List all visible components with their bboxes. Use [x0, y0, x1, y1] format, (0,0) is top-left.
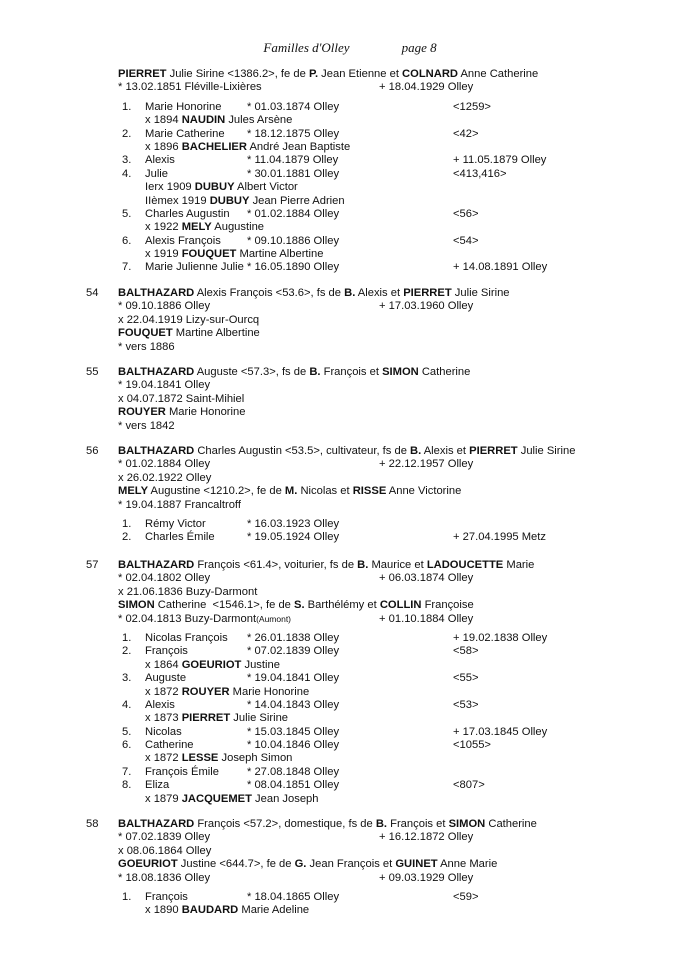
child-name: François Émile — [145, 765, 219, 778]
child-name: Catherine — [145, 739, 194, 752]
child-row — [0, 891, 700, 904]
child-name: Nicolas — [145, 725, 182, 738]
entry-number: 56 — [86, 445, 99, 457]
entry-detail-line — [0, 845, 700, 858]
child-reference: <413,416> — [453, 167, 507, 180]
child-marriage: x 1873 PIERRET Julie Sirine — [145, 712, 289, 725]
entry-detail-line — [0, 393, 700, 406]
children-list — [0, 632, 700, 806]
entry-detail: * vers 1886 — [118, 340, 175, 353]
entry-detail-line — [0, 300, 700, 313]
child-name: Eliza — [145, 779, 170, 792]
children-list — [0, 518, 700, 545]
child-row — [0, 672, 700, 685]
child-birth: * 07.02.1839 Olley — [247, 645, 340, 658]
child-index: 2. — [122, 531, 132, 544]
child-birth: * 27.08.1848 Olley — [247, 765, 340, 778]
child-row — [0, 101, 700, 114]
child-marriage: x 1896 BACHELIER André Jean Baptiste — [145, 140, 351, 153]
child-name: Nicolas François — [145, 631, 228, 644]
child-birth: * 11.04.1879 Olley — [247, 154, 339, 167]
child-birth: * 15.03.1845 Olley — [247, 725, 340, 738]
child-index: 4. — [122, 167, 132, 180]
child-reference: + 17.03.1845 Olley — [453, 725, 548, 738]
child-marriage: x 1864 GOEURIOT Justine — [145, 658, 280, 671]
child-row — [0, 699, 700, 712]
entry-head-line — [0, 287, 700, 300]
child-index: 5. — [122, 725, 132, 738]
child-name: Alexis — [145, 154, 175, 167]
child-marriage: x 1879 JACQUEMET Jean Joseph — [145, 792, 319, 805]
entry-detail-line — [0, 341, 700, 354]
entry-detail-line — [0, 858, 700, 871]
entry-detail: x 04.07.1872 Saint-Mihiel — [118, 392, 245, 405]
entry-death: + 09.03.1929 Olley — [379, 871, 474, 884]
spouse-line — [0, 68, 700, 81]
entry-detail-line — [0, 379, 700, 392]
child-name: Marie Julienne Julie * 16.05.1890 Olley — [145, 261, 340, 274]
children-list — [0, 891, 700, 918]
child-row — [0, 128, 700, 141]
spouse-birth: * 13.02.1851 Fléville-Lixières — [118, 81, 262, 94]
entry-detail-line — [0, 420, 700, 433]
child-reference: <42> — [453, 127, 479, 140]
child-birth: * 01.02.1884 Olley — [247, 207, 340, 220]
entry-detail: * vers 1842 — [118, 419, 175, 432]
page-header — [0, 40, 700, 56]
entry-detail: x 21.06.1836 Buzy-Darmont — [118, 585, 258, 598]
child-row — [0, 208, 700, 221]
child-row — [0, 235, 700, 248]
child-marriage: x 1872 LESSE Joseph Simon — [145, 752, 293, 765]
family-entry-55 — [0, 366, 700, 433]
child-birth: * 19.05.1924 Olley — [247, 531, 340, 544]
child-birth: * 09.10.1886 Olley — [247, 234, 340, 247]
family-entry-56 — [0, 445, 700, 545]
family-entry-54 — [0, 287, 700, 354]
child-index: 1. — [122, 100, 132, 113]
child-index: 1. — [122, 517, 132, 530]
child-row — [0, 154, 700, 167]
child-index: 3. — [122, 154, 132, 167]
entry-detail: * 01.02.1884 Olley — [118, 458, 211, 471]
child-row — [0, 632, 700, 645]
entry-detail: * 02.04.1813 Buzy-Darmont (Aumont) — [118, 612, 292, 625]
child-reference: <1055> — [453, 739, 491, 752]
child-index: 7. — [122, 261, 132, 274]
entry-death: + 06.03.1874 Olley — [379, 572, 474, 585]
entry-detail: GOEURIOT Justine <644.7>, fe de G. Jean François et GUINET Anne Marie — [118, 858, 498, 871]
child-reference: <59> — [453, 890, 479, 903]
child-birth: * 08.04.1851 Olley — [247, 779, 340, 792]
entry-head-line — [0, 818, 700, 831]
child-name: Auguste — [145, 672, 187, 685]
child-birth: * 30.01.1881 Olley — [247, 167, 340, 180]
child-row — [0, 261, 700, 274]
child-index: 7. — [122, 765, 132, 778]
header-title: Familles d'Olley — [263, 40, 350, 55]
entry-detail-line — [0, 831, 700, 844]
child-row — [0, 168, 700, 181]
child-marriage-row — [0, 195, 700, 208]
child-name: Marie Honorine — [145, 100, 222, 113]
child-name: Charles Émile — [145, 531, 215, 544]
child-birth: * 10.04.1846 Olley — [247, 739, 340, 752]
child-name: Marie Catherine — [145, 127, 225, 140]
entry-detail: SIMON Catherine <1546.1>, fe de S. Barthélémy et COLLIN Françoise — [118, 599, 474, 612]
entry-head-line — [0, 445, 700, 458]
entry-heading: BALTHAZARD Auguste <57.3>, fs de B. François et SIMON Catherine — [118, 366, 471, 378]
entry-heading: BALTHAZARD François <57.2>, domestique, fs de B. François et SIMON Catherine — [118, 818, 537, 830]
child-reference: <55> — [453, 672, 479, 685]
entry-heading: BALTHAZARD Charles Augustin <53.5>, cultivateur, fs de B. Alexis et PIERRET Julie Sirine — [118, 445, 576, 457]
children-list — [0, 101, 700, 275]
child-marriage-row — [0, 181, 700, 194]
child-marriage-row — [0, 712, 700, 725]
child-name: Julie — [145, 167, 169, 180]
child-reference: + 27.04.1995 Metz — [453, 531, 546, 544]
child-index: 2. — [122, 127, 132, 140]
entry-detail: * 09.10.1886 Olley — [118, 300, 211, 313]
child-index: 4. — [122, 698, 132, 711]
child-marriage: x 1890 BAUDARD Marie Adeline — [145, 904, 310, 917]
child-birth: * 16.03.1923 Olley — [247, 517, 340, 530]
child-index: 5. — [122, 207, 132, 220]
entry-heading: BALTHAZARD Alexis François <53.6>, fs de B. Alexis et PIERRET Julie Sirine — [118, 287, 510, 299]
entry-detail-line — [0, 458, 700, 471]
child-name: Alexis François — [145, 234, 221, 247]
child-marriage: x 1922 MELY Augustine — [145, 221, 265, 234]
child-marriage: x 1872 ROUYER Marie Honorine — [145, 685, 310, 698]
entry-number: 55 — [86, 366, 99, 378]
entry-detail: * 07.02.1839 Olley — [118, 831, 211, 844]
child-birth: * 01.03.1874 Olley — [247, 100, 340, 113]
child-reference: <807> — [453, 779, 485, 792]
entry-head-line — [0, 559, 700, 572]
entry-heading: BALTHAZARD François <61.4>, voiturier, fs de B. Maurice et LADOUCETTE Marie — [118, 559, 535, 571]
child-row — [0, 518, 700, 531]
child-birth: * 26.01.1838 Olley — [247, 631, 340, 644]
child-marriage: x 1894 NAUDIN Jules Arsène — [145, 114, 293, 127]
entry-detail: * 19.04.1841 Olley — [118, 379, 211, 392]
child-marriage-row — [0, 904, 700, 917]
child-marriage-row — [0, 752, 700, 765]
entry-detail-line — [0, 314, 700, 327]
entry-detail-line — [0, 872, 700, 885]
entry-number: 54 — [86, 287, 99, 299]
entry-detail: * 02.04.1802 Olley — [118, 572, 211, 585]
child-row — [0, 531, 700, 544]
child-name: François — [145, 890, 188, 903]
child-index: 6. — [122, 234, 132, 247]
child-birth: * 19.04.1841 Olley — [247, 672, 340, 685]
child-birth: * 18.12.1875 Olley — [247, 127, 340, 140]
spouse-dates — [0, 81, 700, 94]
entry-death: + 17.03.1960 Olley — [379, 300, 474, 313]
child-row — [0, 766, 700, 779]
entry-detail-line — [0, 472, 700, 485]
child-birth: * 18.04.1865 Olley — [247, 890, 340, 903]
child-index: 6. — [122, 739, 132, 752]
child-reference: + 19.02.1838 Olley — [453, 631, 548, 644]
entry-death: + 01.10.1884 Olley — [379, 612, 474, 625]
child-name: Alexis — [145, 698, 175, 711]
entry-number: 58 — [86, 818, 99, 830]
child-name: Charles Augustin — [145, 207, 230, 220]
child-reference: <54> — [453, 234, 479, 247]
child-name: François — [145, 645, 188, 658]
entry-detail-line — [0, 613, 700, 626]
entry-detail-line — [0, 572, 700, 585]
child-index: 8. — [122, 779, 132, 792]
child-reference: <58> — [453, 645, 479, 658]
entry-detail: x 22.04.1919 Lizy-sur-Ourcq — [118, 313, 260, 326]
entry-detail-line — [0, 499, 700, 512]
child-reference: <56> — [453, 207, 479, 220]
child-marriage: x 1919 FOUQUET Martine Albertine — [145, 248, 324, 261]
entry-detail-line — [0, 406, 700, 419]
family-entry-58 — [0, 818, 700, 918]
child-row — [0, 739, 700, 752]
family-entry-57 — [0, 559, 700, 806]
entry-detail: MELY Augustine <1210.2>, fe de M. Nicolas et RISSE Anne Victorine — [118, 485, 462, 498]
child-index: 1. — [122, 890, 132, 903]
entry-death: + 16.12.1872 Olley — [379, 831, 474, 844]
entry-number: 57 — [86, 559, 99, 571]
child-reference: + 14.08.1891 Olley — [453, 261, 548, 274]
child-reference: <1259> — [453, 100, 491, 113]
child-marriage-row — [0, 141, 700, 154]
child-row — [0, 779, 700, 792]
child-index: 2. — [122, 645, 132, 658]
entry-detail: ROUYER Marie Honorine — [118, 406, 246, 419]
child-marriage-row — [0, 248, 700, 261]
child-marriage: IIèmex 1919 DUBUY Jean Pierre Adrien — [145, 194, 345, 207]
spouse-name: PIERRET Julie Sirine <1386.2>, fe de P. Jean Etienne et COLNARD Anne Catherine — [118, 68, 539, 80]
entry-detail: FOUQUET Martine Albertine — [118, 327, 260, 340]
child-marriage-row — [0, 686, 700, 699]
child-marriage-row — [0, 114, 700, 127]
entry-detail-line — [0, 586, 700, 599]
family-entry-continued — [0, 68, 700, 275]
child-name: Rémy Victor — [145, 517, 206, 530]
entry-detail-line — [0, 327, 700, 340]
entry-death: + 22.12.1957 Olley — [379, 458, 474, 471]
entry-detail: * 19.04.1887 Francaltroff — [118, 498, 241, 511]
spouse-death: + 18.04.1929 Olley — [379, 81, 474, 94]
child-index: 3. — [122, 672, 132, 685]
child-row — [0, 645, 700, 658]
entry-head-line — [0, 366, 700, 379]
entry-detail: * 18.08.1836 Olley — [118, 871, 211, 884]
child-index: 1. — [122, 631, 132, 644]
entry-detail: x 08.06.1864 Olley — [118, 844, 212, 857]
child-marriage: Ierx 1909 DUBUY Albert Victor — [145, 181, 298, 194]
entry-detail: x 26.02.1922 Olley — [118, 471, 212, 484]
entry-detail-line — [0, 485, 700, 498]
child-row — [0, 726, 700, 739]
entry-detail-line — [0, 599, 700, 612]
child-marriage-row — [0, 659, 700, 672]
child-reference: <53> — [453, 698, 479, 711]
child-reference: + 11.05.1879 Olley — [453, 154, 547, 167]
child-birth: * 14.04.1843 Olley — [247, 698, 340, 711]
child-marriage-row — [0, 793, 700, 806]
child-marriage-row — [0, 221, 700, 234]
header-page-number: page 8 — [401, 40, 437, 55]
